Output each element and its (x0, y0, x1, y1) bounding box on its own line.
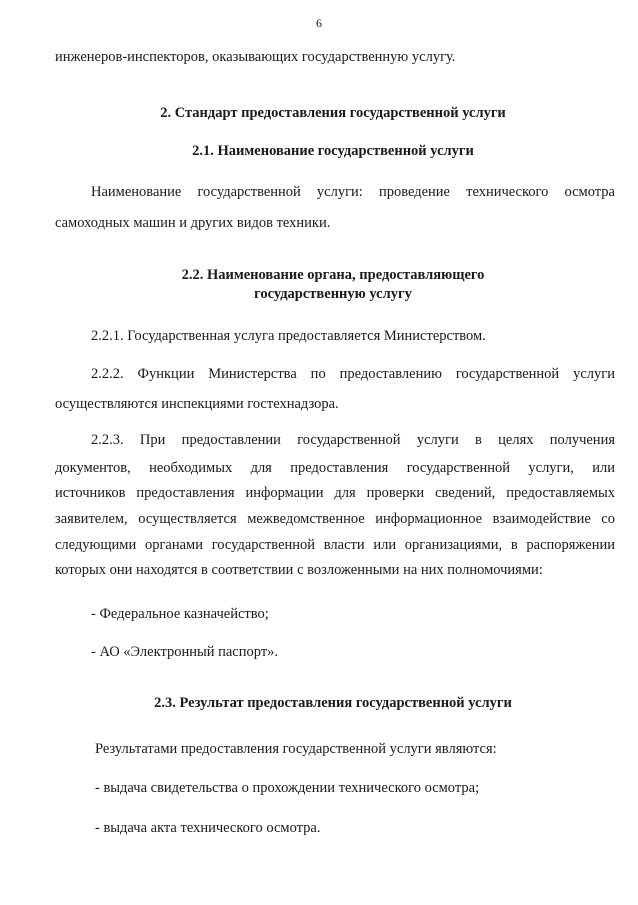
paragraph-line: самоходных машин и других видов техники. (55, 215, 331, 231)
list-item: - Федеральное казначейство; (91, 606, 269, 622)
list-item: - выдача акта технического осмотра. (95, 820, 321, 836)
subsection-heading: 2.1. Наименование государственной услуги (192, 143, 474, 159)
section-heading: 2. Стандарт предоставления государственной услуги (160, 105, 506, 121)
paragraph-line: источников предоставления информации для проверки сведений, предоставляемых (55, 485, 615, 501)
paragraph-line: следующими органами государственной власти или организациями, в распоряжении (55, 537, 615, 553)
paragraph-line: 2.2.1. Государственная услуга предоставляется Министерством. (91, 328, 486, 344)
subsection-heading: 2.3. Результат предоставления государственной услуги (154, 695, 512, 711)
paragraph-line: 2.2.2. Функции Министерства по предоставлению государственной услуги (91, 366, 615, 382)
subsection-heading: государственную услугу (254, 286, 412, 302)
paragraph-line: Наименование государственной услуги: проведение технического осмотра (91, 184, 615, 200)
page-number: 6 (316, 16, 322, 30)
paragraph-line: осуществляются инспекциями гостехнадзора. (55, 396, 339, 412)
paragraph-line: Результатами предоставления государственной услуги являются: (95, 741, 497, 757)
paragraph-line: документов, необходимых для предоставления государственной услуги, или (55, 460, 615, 476)
paragraph-line: 2.2.3. При предоставлении государственной услуги в целях получения (91, 432, 615, 448)
subsection-heading: 2.2. Наименование органа, предоставляющего (181, 267, 485, 283)
paragraph-line: заявителем, осуществляется межведомственное информационное взаимодействие со (55, 511, 615, 527)
list-item: - выдача свидетельства о прохождении технического осмотра; (95, 780, 480, 796)
list-item: - АО «Электронный паспорт». (91, 644, 279, 660)
paragraph-line: которых они находятся в соответствии с возложенными на них полномочиями: (55, 562, 543, 578)
text-line: инженеров-инспекторов, оказывающих государственную услугу. (55, 49, 456, 65)
